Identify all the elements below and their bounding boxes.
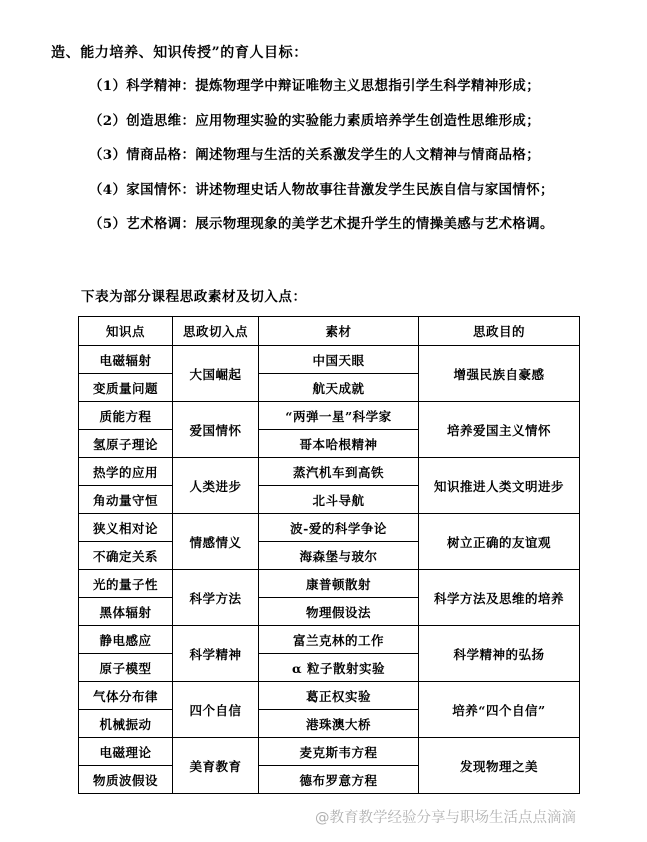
knowledge-point-cell: 质能方程	[79, 402, 173, 430]
entry-point-cell: 科学精神	[173, 626, 259, 682]
knowledge-point-cell: 角动量守恒	[79, 486, 173, 514]
entry-point-cell: 人类进步	[173, 458, 259, 514]
purpose-cell: 培养“四个自信”	[419, 682, 580, 738]
material-cell: 波-爱的科学争论	[259, 514, 419, 542]
material-cell: 康普顿散射	[259, 570, 419, 598]
header-purpose: 思政目的	[419, 317, 580, 346]
entry-point-cell: 爱国情怀	[173, 402, 259, 458]
goal-list	[89, 76, 554, 249]
material-cell: 葛正权实验	[259, 682, 419, 710]
knowledge-point-cell: 不确定关系	[79, 542, 173, 570]
purpose-cell: 培养爱国主义情怀	[419, 402, 580, 458]
entry-point-cell: 四个自信	[173, 682, 259, 738]
knowledge-point-cell: 变质量问题	[79, 374, 173, 402]
knowledge-point-cell: 电磁辐射	[79, 346, 173, 374]
material-cell: 蒸汽机车到高铁	[259, 458, 419, 486]
material-cell: 北斗导航	[259, 486, 419, 514]
table-row	[79, 626, 580, 654]
table-row	[79, 458, 580, 486]
purpose-cell: 树立正确的友谊观	[419, 514, 580, 570]
table-row	[79, 738, 580, 766]
purpose-cell: 科学方法及思维的培养	[419, 570, 580, 626]
material-cell: 海森堡与玻尔	[259, 542, 419, 570]
intro-text: 造、能力培养、知识传授”的育人目标：	[51, 45, 308, 61]
goal-item: （4）家国情怀：讲述物理史话人物故事往昔激发学生民族自信与家国情怀；	[89, 181, 554, 198]
material-cell: 麦克斯韦方程	[259, 738, 419, 766]
table-header-row	[79, 317, 580, 346]
table-row	[79, 682, 580, 710]
knowledge-point-cell: 光的量子性	[79, 570, 173, 598]
entry-point-cell: 情感情义	[173, 514, 259, 570]
table-row	[79, 514, 580, 542]
purpose-cell: 知识推进人类文明进步	[419, 458, 580, 514]
entry-point-cell: 科学方法	[173, 570, 259, 626]
knowledge-point-cell: 气体分布律	[79, 682, 173, 710]
material-cell: α 粒子散射实验	[259, 654, 419, 682]
table-row	[79, 570, 580, 598]
knowledge-point-cell: 氢原子理论	[79, 430, 173, 458]
watermark	[315, 806, 576, 827]
purpose-cell: 增强民族自豪感	[419, 346, 580, 402]
entry-point-cell: 美育教育	[173, 738, 259, 794]
material-cell: 富兰克林的工作	[259, 626, 419, 654]
table-row	[79, 402, 580, 430]
goal-item: （2）创造思维：应用物理实验的实验能力素质培养学生创造性思维形成；	[89, 112, 541, 129]
knowledge-point-cell: 物质波假设	[79, 766, 173, 794]
goal-item: （1）科学精神：提炼物理学中辩证唯物主义思想指引学生科学精神形成；	[89, 78, 541, 94]
material-cell: “两弹一星”科学家	[259, 402, 419, 430]
material-cell: 港珠澳大桥	[259, 710, 419, 738]
watermark-text: @教育教学经验分享与职场生活点点滴滴	[315, 810, 576, 826]
purpose-cell: 科学精神的弘扬	[419, 626, 580, 682]
knowledge-point-cell: 狭义相对论	[79, 514, 173, 542]
knowledge-point-cell: 热学的应用	[79, 458, 173, 486]
header-entry-point: 思政切入点	[173, 317, 259, 346]
purpose-cell: 发现物理之美	[419, 738, 580, 794]
knowledge-point-cell: 黑体辐射	[79, 598, 173, 626]
material-cell: 航天成就	[259, 374, 419, 402]
knowledge-point-cell: 静电感应	[79, 626, 173, 654]
goal-item: （3）情商品格：阐述物理与生活的关系激发学生的人文精神与情商品格；	[89, 147, 541, 163]
knowledge-point-cell: 机械振动	[79, 710, 173, 738]
header-knowledge-point: 知识点	[79, 317, 173, 346]
table-row	[79, 346, 580, 374]
knowledge-point-cell: 原子模型	[79, 654, 173, 682]
knowledge-point-cell: 电磁理论	[79, 738, 173, 766]
ideology-materials-table	[78, 316, 580, 794]
goal-item: （5）艺术格调：展示物理现象的美学艺术提升学生的情操美感与艺术格调。	[89, 216, 554, 232]
entry-point-cell: 大国崛起	[173, 346, 259, 402]
material-cell: 德布罗意方程	[259, 766, 419, 794]
material-cell: 物理假设法	[259, 598, 419, 626]
header-material: 素材	[259, 317, 419, 346]
table-intro-text: 下表为部分课程思政素材及切入点：	[81, 289, 307, 305]
material-cell: 哥本哈根精神	[259, 430, 419, 458]
material-cell: 中国天眼	[259, 346, 419, 374]
